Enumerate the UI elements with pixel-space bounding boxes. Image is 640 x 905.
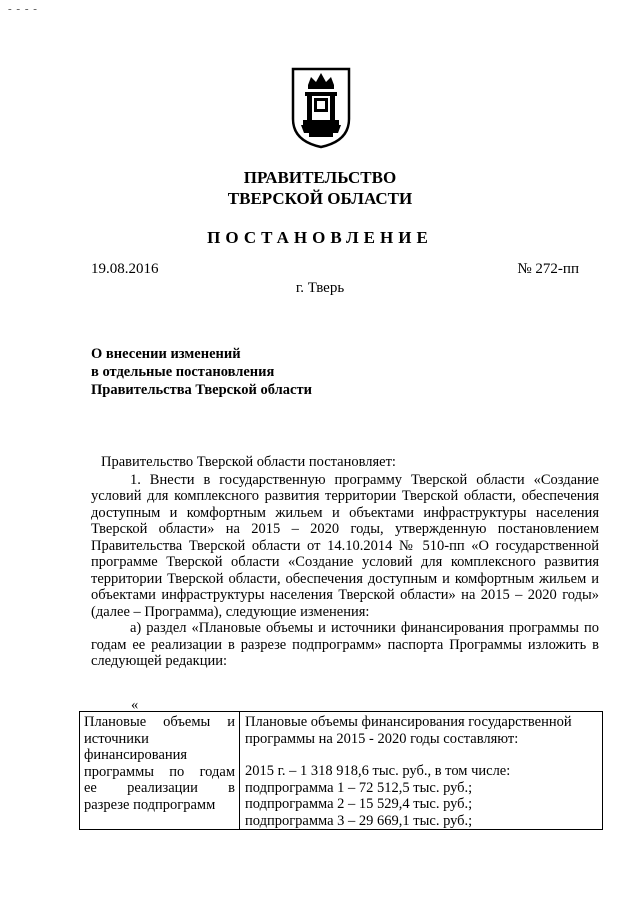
value-line: Плановые объемы финансирования государственной	[245, 714, 572, 730]
doc-body	[91, 454, 599, 670]
table-cell-label	[80, 712, 240, 830]
label-line: разрезе подпрограмм	[84, 796, 216, 813]
value-spacer	[245, 747, 598, 763]
label-line: Плановые объемы и	[84, 714, 235, 730]
doc-city: г. Тверь	[295, 280, 345, 296]
quote-open-mark: «	[131, 697, 139, 713]
coat-of-arms-tver-icon	[291, 67, 351, 149]
label-line: финансирования	[84, 747, 188, 763]
value-line: подпрограмма 2 – 15 529,4 тыс. руб.;	[245, 796, 473, 812]
doc-subject	[91, 345, 312, 399]
value-line: 2015 г. – 1 318 918,6 тыс. руб., в том числе:	[245, 763, 511, 779]
value-line: программы на 2015 - 2020 годы составляют:	[245, 730, 519, 747]
corner-mark: - - - -	[8, 3, 38, 15]
label-line: ее реализации в	[84, 780, 235, 796]
org-title-line2: ТВЕРСКОЙ ОБЛАСТИ	[227, 189, 413, 208]
table-row	[80, 712, 603, 830]
body-paragraph-intro: Правительство Тверской области постановляет:	[101, 454, 396, 470]
subject-line2: в отдельные постановления	[91, 364, 275, 380]
doc-number: № 272-пп	[517, 261, 579, 277]
org-title-line1: ПРАВИТЕЛЬСТВО	[243, 168, 397, 187]
body-paragraph-a: а) раздел «Плановые объемы и источники финансирования программы по годам ее реализации в разрезе подпрограмм» паспорта Программы изложить в следующей редакции:	[91, 620, 599, 669]
subject-line1: О внесении изменений	[91, 346, 241, 362]
label-line: программы по годам	[84, 763, 235, 780]
value-line: подпрограмма 1 – 72 512,5 тыс. руб.;	[245, 779, 473, 796]
finance-table	[79, 711, 603, 830]
label-line: источники	[84, 730, 149, 747]
table-cell-value	[240, 712, 603, 830]
doc-date: 19.08.2016	[91, 261, 159, 277]
doc-type-title: ПОСТАНОВЛЕНИЕ	[207, 228, 433, 247]
subject-line3: Правительства Тверской области	[91, 382, 312, 398]
body-paragraph-1: 1. Внести в государственную программу Тверской области «Создание условий для комплексного развития территории Тверской области, обеспечения доступным и комфортным жильем и объектами инфраструктуры населения Тверской области» на 2015 – 2020 годы, утвержденную постановлением Правительства Тверской области от 14.10.2014 № 510-пп «О государственной программе Тверской области «Создание условий для комплексного развития территории Тверской области, обеспечения доступным и комфортным жильем и объектами инфраструктуры населения Тверской области» на 2015 – 2020 годы» (далее – Программа), следующие изменения:	[91, 471, 599, 620]
value-line: подпрограмма 3 – 29 669,1 тыс. руб.;	[245, 812, 473, 829]
